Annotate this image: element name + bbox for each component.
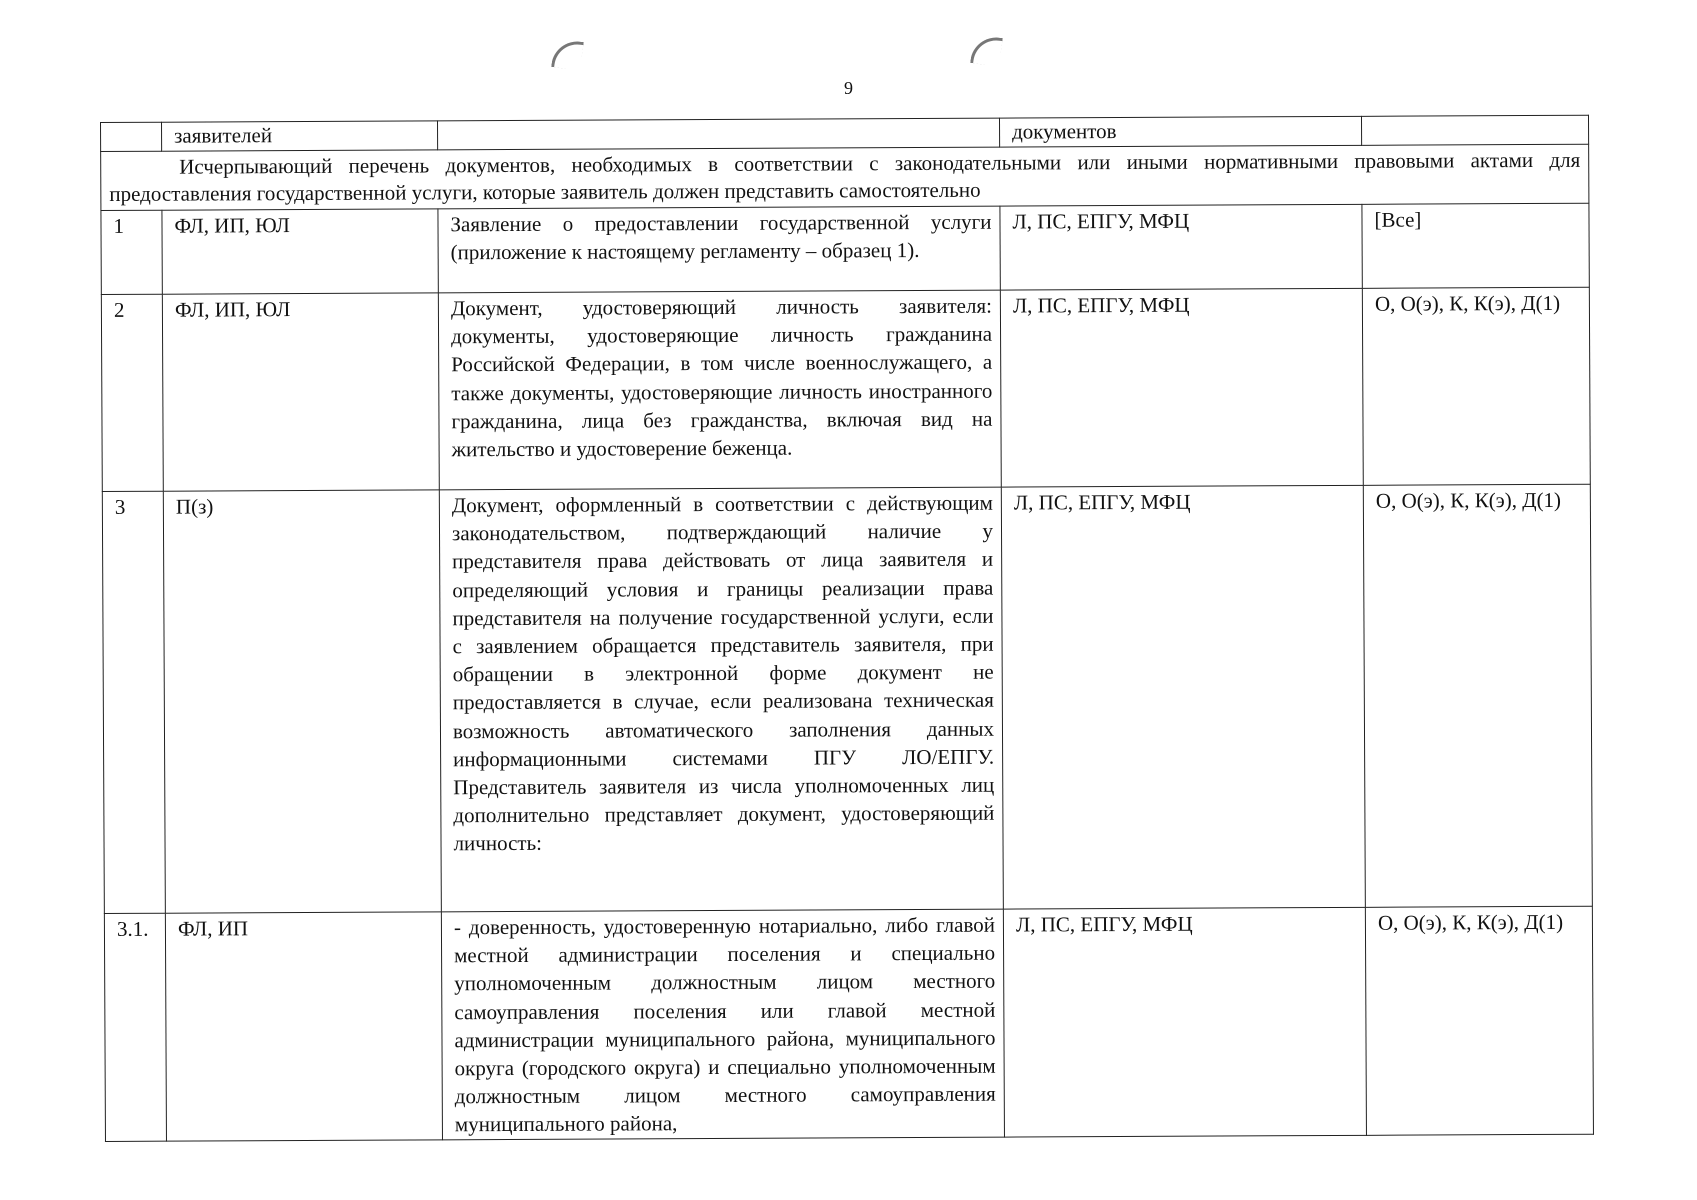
row-document: - доверенность, удостоверенную нотариально, либо главой местной администрации поселения и специально уполномоченным должностным лицом местного самоуправления поселения или главой местной администрации муниципального района, муниципального округа (городского округа) и специально уполномоченным должностным лицом местного самоуправления муниципального района,	[441, 909, 1004, 1139]
header-cell-document	[437, 118, 999, 150]
row-applicants: П(з)	[163, 490, 441, 913]
table-row	[102, 484, 1592, 913]
row-delivery: Л, ПС, ЕПГУ, МФЦ	[1000, 288, 1363, 487]
row-form: О, О(э), К, К(э), Д(1)	[1365, 906, 1593, 1135]
documents-table	[100, 115, 1594, 1142]
row-form: [Все]	[1362, 203, 1589, 288]
section-heading: Исчерпывающий перечень документов, необходимых в соответствии с законодательными или иными нормативными правовыми актами для предоставления государственной услуги, которые заявитель должен представить самостоятельно	[101, 144, 1589, 210]
table-row	[104, 906, 1593, 1141]
page-number: 9	[844, 78, 853, 98]
header-cell-form	[1361, 115, 1588, 145]
row-form: О, О(э), К, К(э), Д(1)	[1363, 484, 1592, 907]
row-number: 3	[102, 491, 165, 913]
row-form: О, О(э), К, К(э), Д(1)	[1362, 287, 1590, 485]
header-cell-num	[101, 122, 162, 151]
row-applicants: ФЛ, ИП, ЮЛ	[162, 293, 439, 491]
row-delivery: Л, ПС, ЕПГУ, МФЦ	[1001, 485, 1365, 909]
table-row	[101, 287, 1590, 491]
row-delivery: Л, ПС, ЕПГУ, МФЦ	[1003, 907, 1366, 1136]
row-document: Документ, удостоверяющий личность заявителя: документы, удостоверяющие личность гражданина Российской Федерации, в том числе военнослужащего, а также документы, удостоверяющие личность иностранного гражданина, лица без гражданства, включая вид на жительство и удостоверение беженца.	[438, 290, 1001, 490]
row-delivery: Л, ПС, ЕПГУ, МФЦ	[1000, 204, 1362, 290]
table-row	[101, 203, 1589, 294]
row-applicants: ФЛ, ИП	[165, 912, 442, 1141]
header-cell-applicants: заявителей	[162, 121, 438, 151]
row-document: Заявление о предоставлении государственной услуги (приложение к настоящему регламенту – образец 1).	[438, 206, 1000, 293]
row-document: Документ, оформленный в соответствии с действующим законодательством, подтверждающий наличие у представителя права действовать от лица заявителя и определяющий условия и границы реализации права представителя на получение государственной услуги, если с заявлением обращается представитель заявителя, при обращении в электронной форме документ не предоставляется в случае, если реализована техническая возможность автоматического заполнения данных информационными системами ПГУ ЛО/ЕПГУ. Представитель заявителя из числа уполномоченных лиц дополнительно представляет документ, удостоверяющий личность:	[439, 487, 1003, 912]
section-heading-row	[101, 144, 1589, 210]
scan-mark-right	[970, 34, 1003, 67]
row-applicants: ФЛ, ИП, ЮЛ	[162, 209, 438, 294]
row-number: 1	[101, 210, 162, 294]
row-number: 3.1.	[104, 913, 166, 1141]
row-number: 2	[101, 294, 163, 491]
scan-mark-left	[551, 38, 584, 71]
header-cell-delivery: документов	[999, 116, 1361, 147]
